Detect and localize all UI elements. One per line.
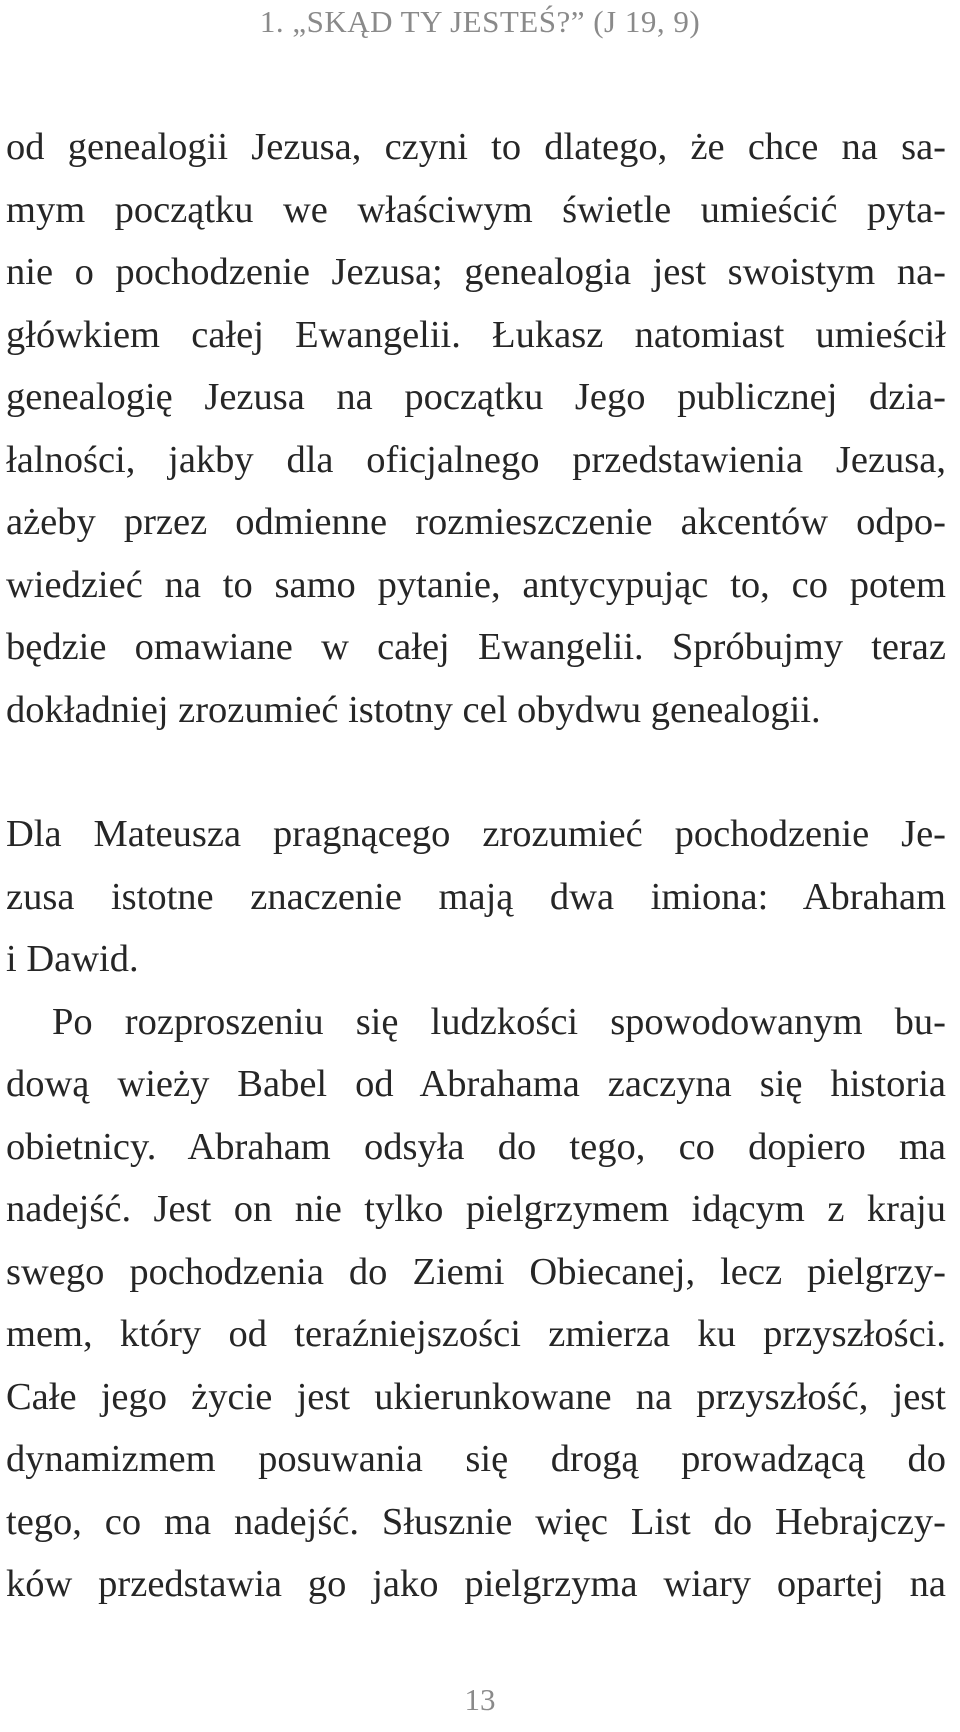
text-line: ków przedstawia go jako pielgrzyma wiary opartej na [6,1563,946,1605]
text-line: dokładniej zrozumieć istotny cel obydwu genealogii. [6,688,821,731]
text-line: będzie omawiane w całej Ewangelii. Spróbujmy teraz [6,626,946,668]
text-line: nadejść. Jest on nie tylko pielgrzymem idącym z kraju [6,1188,946,1230]
page-number: 13 [464,1682,496,1717]
text-line: łalności, jakby dla oficjalnego przedstawienia Jezusa, [6,438,946,481]
text-line: ażeby przez odmienne rozmieszczenie akcentów odpo- [6,501,946,543]
text-line: genealogię Jezusa na początku Jego publicznej dzia- [6,376,946,418]
text-line: tego, co ma nadejść. Słusznie więc List do Hebrajczy- [6,1500,946,1543]
text-line: i Dawid. [6,938,139,980]
text-line: dynamizmem posuwania się drogą prowadzącą do [6,1438,946,1480]
paragraph-1 [6,116,946,741]
text-line: nie o pochodzenie Jezusa; genealogia jest swoistym na- [6,251,946,293]
text-line: dową wieży Babel od Abrahama zaczyna się historia [6,1063,946,1105]
text-line: Dla Mateusza pragnącego zrozumieć pochodzenie Je- [6,813,946,855]
text-line: wiedzieć na to samo pytanie, antycypując to, co potem [6,563,946,606]
text-line: zusa istotne znaczenie mają dwa imiona: Abraham [6,875,946,918]
running-header: 1. „SKĄD TY JESTEŚ?” (J 19, 9) [259,4,701,39]
text-line: od genealogii Jezusa, czyni to dlatego, że chce na sa- [6,126,946,168]
text-line: główkiem całej Ewangelii. Łukasz natomiast umieścił [6,313,946,356]
text-line: swego pochodzenia do Ziemi Obiecanej, lecz pielgrzy- [6,1250,946,1293]
text-line: Po rozproszeniu się ludzkości spowodowanym bu- [52,1000,946,1043]
text-line: mym początku we właściwym świetle umieścić pyta- [6,188,946,231]
text-line: obietnicy. Abraham odsyła do tego, co dopiero ma [6,1125,946,1168]
text-line: Całe jego życie jest ukierunkowane na przyszłość, jest [6,1375,946,1418]
paragraph-2 [6,803,946,1616]
text-line: mem, który od teraźniejszości zmierza ku przyszłości. [6,1313,946,1355]
